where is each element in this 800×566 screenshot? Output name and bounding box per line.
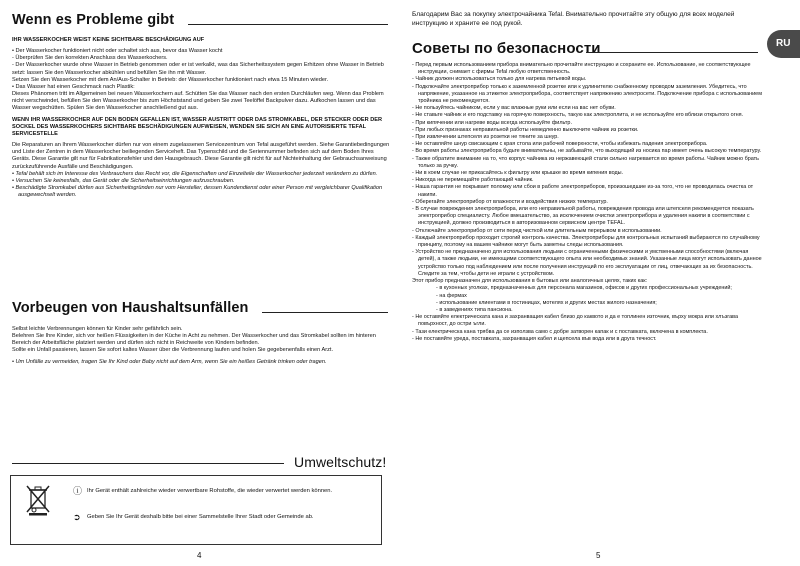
environment-text: Ihr Gerät enthält zahlreiche wieder verwertbare Rohstoffe, die wieder verwertet werden können. (87, 488, 333, 494)
safety-item: - Никогда не перемещайте работающий чайник. (412, 177, 534, 184)
problem-line: Setzen Sie den Wasserkocher mit dem An/Aus-Schalter in Betrieb: der Wasserkocher funktioniert nach etwa 15 Minuten wieder. (12, 76, 329, 83)
heading-environment: Umweltschutz! (294, 454, 387, 470)
safety-item: - Перед первым использованием прибора внимательно прочитайте инструкцию и сохраните ее. Использование, не соответствующее инструкции, снимает с фирмы Tefal любую ответственность. (412, 62, 751, 76)
language-badge: RU (767, 30, 800, 58)
safety-item: - Тази електрическа кана трябва да се използва само с добре затворен капак и с поставката, включена в комплекта. (412, 328, 708, 335)
heading-problems: Wenn es Probleme gibt (12, 12, 175, 28)
safety-item: - Не ставьте чайник и его подставку на горячую поверхность, такую как электроплита, и не используйте его вблизи открытого огня. (412, 112, 744, 119)
safety-item: - Не оставяйте електрическата кана и захранващия кабел близо до каквото и да е топлинен източник, върху мокра или хлъзгава повърхност, до остри ъгли. (412, 314, 738, 328)
safety-item: - Отключайте электроприбор от сети перед чисткой или длительным перерывом в использовании. (412, 227, 662, 234)
warn-title: IHR WASSERKOCHER WEIST KEINE SICHTBARE BESCHÄDIGUNG AUF (12, 37, 205, 43)
damage-warning: WENN IHR WASSERKOCHER AUF DEN BODEN GEFALLEN IST, WASSER AUSTRITT ODER DAS STROMKABEL, DER STECKER ODER DER SOCKEL DES WASSERKOCHERS SICHTBARE BESCHÄDIGUNGEN AUFWEISEN, WENDEN SIE SICH AN EINE AUTORISIERTE TEFAL SERVICESTELLE (12, 116, 383, 137)
heading-accidents: Vorbeugen von Haushaltsunfällen (12, 300, 249, 316)
info-icon: ⓘ (73, 486, 83, 496)
heading-rule (586, 52, 758, 53)
safety-item: - в кухонных уголках, предназначенных для персонала магазинов, офисов и других профессиональных учреждений; (436, 285, 732, 292)
intro-text: Благодарим Вас за покупку электрочайника Tefal. Внимательно прочитайте эту общую для всех моделей инструкцию и храните ее под рукой. (412, 11, 735, 27)
safety-item: - Ни в коем случае не прикасайтесь к фильтру или крышке во время кипения воды. (412, 170, 624, 177)
heading-rule (12, 463, 284, 464)
environment-text: Geben Sie Ihr Gerät deshalb bitte bei einer Sammelstelle Ihrer Stadt oder Gemeinde ab. (87, 514, 314, 520)
italic-note: • Beschädigte Stromkabel dürfen aus Sicherheitsgründen nur vom Hersteller, dessen Kundendienst oder einer Person mit vergleichbarer Qualifikation ausgewechselt werden. (12, 184, 383, 199)
safety-item: - на фермах (436, 292, 467, 299)
crossed-bin-icon (25, 484, 51, 516)
italic-note: • Tefal behält sich im Interesse des Verbrauchers das Recht vor, die Eigenschaften und Einzelteile der Wasserkocher jederzeit verändern zu dürfen. (12, 170, 378, 177)
problem-line: Dieses Phänomen tritt im Allgemeinen bei neuen Wasserkochern auf. Schütten Sie das Wasser nach den ersten Durchläufen weg. Wenn das Problem nicht verschwindet, befüllen Sie den Wasserkocher bis zum Höchststand und geben Sie zwei Teelöffel Backpulver dazu. Aufkochen lassen und das Wasser wegschütten. Spülen Sie den Wasserkocher anschließend gut aus. (12, 91, 384, 112)
accidents-section (12, 326, 390, 366)
safety-item: - использование клиентами в гостиницах, мотелях и других местах жилого назначения; (436, 299, 657, 306)
italic-note: • Versuchen Sie keinesfalls, das Gerät oder die Sicherheitseinrichtungen aufzuschrauben. (12, 177, 235, 184)
accident-para: Sollte ein Unfall passieren, lassen Sie sofort kaltes Wasser über die Verbrennung laufen und holen Sie gegebenenfalls einen Arzt. (12, 347, 334, 354)
safety-item: - Подключайте электроприбор только к заземленной розетке или к удлинителю снабженному проводом заземления. Убедитесь, что напряжение, указанное на этикетке электроприбора, соответствует напряжению электросети. Подключение прибора с использованием тройника не рекомендуется. (412, 83, 762, 105)
safety-item: - Чайник должен использоваться только для нагрева питьевой воды. (412, 76, 587, 83)
right-page (400, 0, 800, 566)
page-number: 4 (197, 551, 202, 560)
safety-item: - В случае повреждения электроприбора, или его неправильной работы, повреждения провода или штепселя рекомендуется показать электроприбор специалисту. Любое вмешательство, за исключением очистки электроприбора и удаления накипи в соответствии с инструкцией, должно производиться в авторизованном сервисном центре TEFAL. (412, 206, 754, 227)
environment-box (10, 475, 382, 545)
problem-line: - Überprüfen Sie den korrekten Anschluss des Wasserkochers. (12, 55, 168, 62)
safety-item: - Наша гарантия не покрывает поломку или сбои в работе электроприборов, произошедшие из-за того, что не проводилась очистка от накипи. (412, 184, 754, 198)
safety-item: - в заведениях типа пансиона. (436, 306, 513, 313)
safety-item: - Устройство не предназначено для использования людьми с ограниченными физическими и умственными способностями (включая детей), а также людьми, не имеющими соответствующего опыта или необходимых знаний. Указанные лица могут использовать данное устройство только под наблюдением или после получения инструкций по его эксплуатации от лиц, отвечающих за их безопасность. (412, 249, 762, 270)
accident-note: • Um Unfälle zu vermeiden, tragen Sie Ihr Kind oder Baby nicht auf dem Arm, wenn Sie ein heißes Getränk trinken oder tragen. (12, 358, 327, 365)
heading-safety: Советы по безопасности (412, 40, 601, 57)
repair-text: Die Reparaturen an Ihrem Wasserkocher dürfen nur von einem zugelassenen Servicezentrum von Tefal ausgeführt werden. Siehe Garantiebedingungen und Liste der Zentren in dem Wasserkocher beiliegenden Serviceheft. Das Typenschild und die Seriennummer befinden sich auf dem Boden Ihres Geräts. Diese Garantie gilt nur für Fabrikationsfehler und den Hausgebrauch. Diese Garantie gilt nicht für auf Nichteinhaltung der Gebrauchsanweisung zurückzuführende Ausfälle und Beschädigungen. (12, 142, 390, 170)
safety-item: Этот прибор предназначен для использования в бытовых или аналогичных целях, таких как: (412, 278, 648, 285)
page-number: 5 (596, 551, 601, 560)
problem-line: - Der Wasserkocher wurde ohne Wasser in Betrieb genommen oder er ist verkalkt, was das Sicherheitssystem gegen Erhitzen ohne Wasser in Betrieb setzt: lassen Sie den Wasserkocher abkühlen und befüllen Sie ihn mit Wasser. (12, 62, 384, 76)
problem-line: • Der Wasserkocher funktioniert nicht oder schaltet sich aus, bevor das Wasser kocht (12, 48, 223, 55)
safety-item: - Также обратите внимание на то, что корпус чайника из нержавеющей стали сильно нагревается во время работы. Чайник можно брать только за ручку. (412, 155, 759, 169)
recycle-arrow-icon: ➲ (73, 512, 81, 522)
safety-item: - Не поставяйте уреда, поставката, захранващия кабел и щепсела във вода или в друга течност. (412, 335, 657, 342)
safety-item: - Не пользуйтесь чайником, если у вас влажные руки или если на вас нет обуви. (412, 105, 616, 112)
safety-item: - Во время работы электроприбора будьте внимательны, не забывайте, что выходящий из носика пар имеет очень высокую температуру. (412, 148, 762, 155)
problems-section (12, 37, 390, 199)
accident-para: Selbst leichte Verbrennungen können für Kinder sehr gefährlich sein. (12, 326, 183, 332)
safety-item: - Не оставляйте шнур свисающим с края стола или рабочей поверхности, чтобы избежать падения электроприбора. (412, 141, 708, 148)
safety-item: Следите за тем, чтобы дети не играли с устройством. (418, 270, 555, 277)
safety-item: - При любых признаках неправильной работы немедленно выключите чайник из розетки. (412, 126, 639, 133)
heading-rule (262, 312, 388, 313)
heading-rule (188, 24, 388, 25)
safety-item: - При кипячении или нагреве воды всегда используйте фильтр. (412, 119, 572, 126)
accident-para: Belehren Sie Ihre Kinder, sich vor heißen Flüssigkeiten in der Küche in Acht zu nehmen. Der Wasserkocher und das Stromkabel sollten im hinteren Bereich der Arbeitsfläche platziert werden und dürfen sich nicht in Reichweite von Kindern befinden. (12, 333, 376, 347)
problem-line: • Das Wasser hat einen Geschmack nach Plastik: (12, 83, 135, 90)
safety-item: - Оберегайте электроприбор от влажности и воздействия низких температур. (412, 198, 608, 205)
safety-item: - Каждый электроприбор проходит строгий контроль качества. Электроприборы для контрольных испытаний выбираются по случайному принципу, поэтому на вашем чайнике могут быть заметны следы использования. (412, 234, 760, 249)
safety-item: - При извлечении штепселя из розетки не тяните за шнур. (412, 134, 559, 141)
safety-list (412, 62, 764, 343)
